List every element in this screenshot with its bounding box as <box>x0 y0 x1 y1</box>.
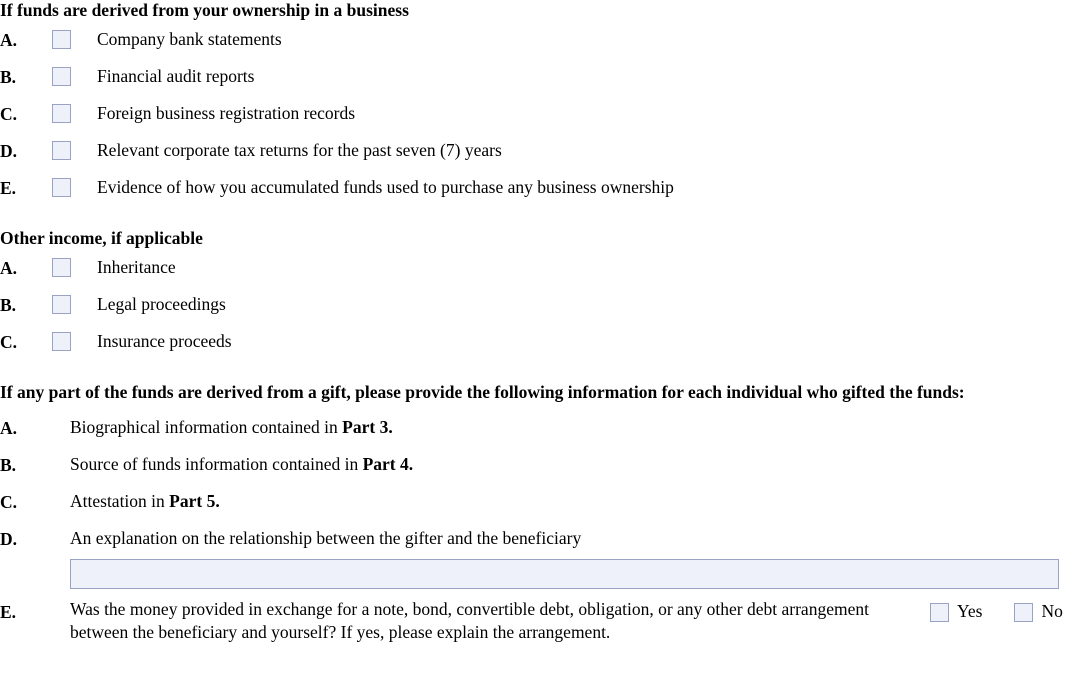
label-no: No <box>1041 600 1063 621</box>
checkbox-yes[interactable] <box>930 603 949 622</box>
item-label-emphasis: Part 3. <box>342 416 393 437</box>
section-heading: If funds are derived from your ownership in a business <box>0 0 409 20</box>
section-other-income <box>0 228 1080 365</box>
item-label <box>70 414 393 439</box>
list-item <box>0 254 1080 291</box>
item-label: An explanation on the relationship between the gifter and the beneficiary <box>70 527 582 548</box>
list-item <box>0 26 1080 63</box>
checkbox[interactable] <box>52 67 71 86</box>
question-text: Was the money provided in exchange for a note, bond, convertible debt, obligation, or any other debt arrangement between the beneficiary and yourself? If yes, please explain the arrangement. <box>70 598 869 642</box>
section-gift-funds <box>0 382 1080 644</box>
item-label-text: Biographical information contained in <box>70 416 343 437</box>
checkbox[interactable] <box>52 178 71 197</box>
question-row <box>0 598 1080 644</box>
checkbox[interactable] <box>52 332 71 351</box>
list-item <box>0 451 1080 488</box>
item-letter: A. <box>0 29 18 50</box>
item-letter: C. <box>0 491 18 512</box>
item-label: Financial audit reports <box>97 65 255 86</box>
checkbox[interactable] <box>52 104 71 123</box>
item-letter: A. <box>0 417 18 438</box>
checkbox[interactable] <box>52 30 71 49</box>
list-item <box>0 328 1080 365</box>
list-item <box>0 414 1080 451</box>
item-letter: B. <box>0 66 17 87</box>
item-label: Relevant corporate tax returns for the past seven (7) years <box>97 139 502 160</box>
item-label: Evidence of how you accumulated funds used to purchase any business ownership <box>97 176 674 197</box>
checkbox-no[interactable] <box>1014 603 1033 622</box>
item-letter: A. <box>0 257 18 278</box>
item-letter: B. <box>0 294 17 315</box>
list-item <box>0 291 1080 328</box>
item-label-emphasis: Part 4. <box>362 453 414 474</box>
item-label: Insurance proceeds <box>97 330 232 351</box>
item-letter: E. <box>0 177 17 198</box>
list-item <box>0 137 1080 174</box>
item-label: Foreign business registration records <box>97 102 356 123</box>
list-item <box>0 174 1080 211</box>
relationship-explanation-input[interactable] <box>70 559 1059 589</box>
yes-no-group <box>930 598 1063 623</box>
item-label <box>70 451 413 476</box>
item-label-emphasis: Part 5. <box>169 490 220 511</box>
item-letter: C. <box>0 103 18 124</box>
section-heading: Other income, if applicable <box>0 227 203 248</box>
item-letter: D. <box>0 140 18 161</box>
item-letter: B. <box>0 454 17 475</box>
checkbox[interactable] <box>52 141 71 160</box>
item-label-text: Source of funds information contained in <box>70 453 363 474</box>
label-yes: Yes <box>957 600 983 621</box>
section-heading: If any part of the funds are derived from a gift, please provide the following information for each individual who gifted the funds: <box>0 381 965 402</box>
list-item <box>0 525 1080 555</box>
item-label: Company bank statements <box>97 28 282 49</box>
list-item <box>0 63 1080 100</box>
list-item <box>0 100 1080 137</box>
item-label: Inheritance <box>97 256 176 277</box>
checkbox[interactable] <box>52 258 71 277</box>
section-business-ownership <box>0 0 1080 211</box>
item-letter: D. <box>0 528 18 549</box>
item-label: Legal proceedings <box>97 293 226 314</box>
checkbox[interactable] <box>52 295 71 314</box>
list-item <box>0 488 1080 525</box>
item-label <box>70 488 220 513</box>
item-label-text: Attestation in <box>70 490 170 511</box>
item-letter: E. <box>0 601 17 622</box>
item-letter: C. <box>0 331 18 352</box>
